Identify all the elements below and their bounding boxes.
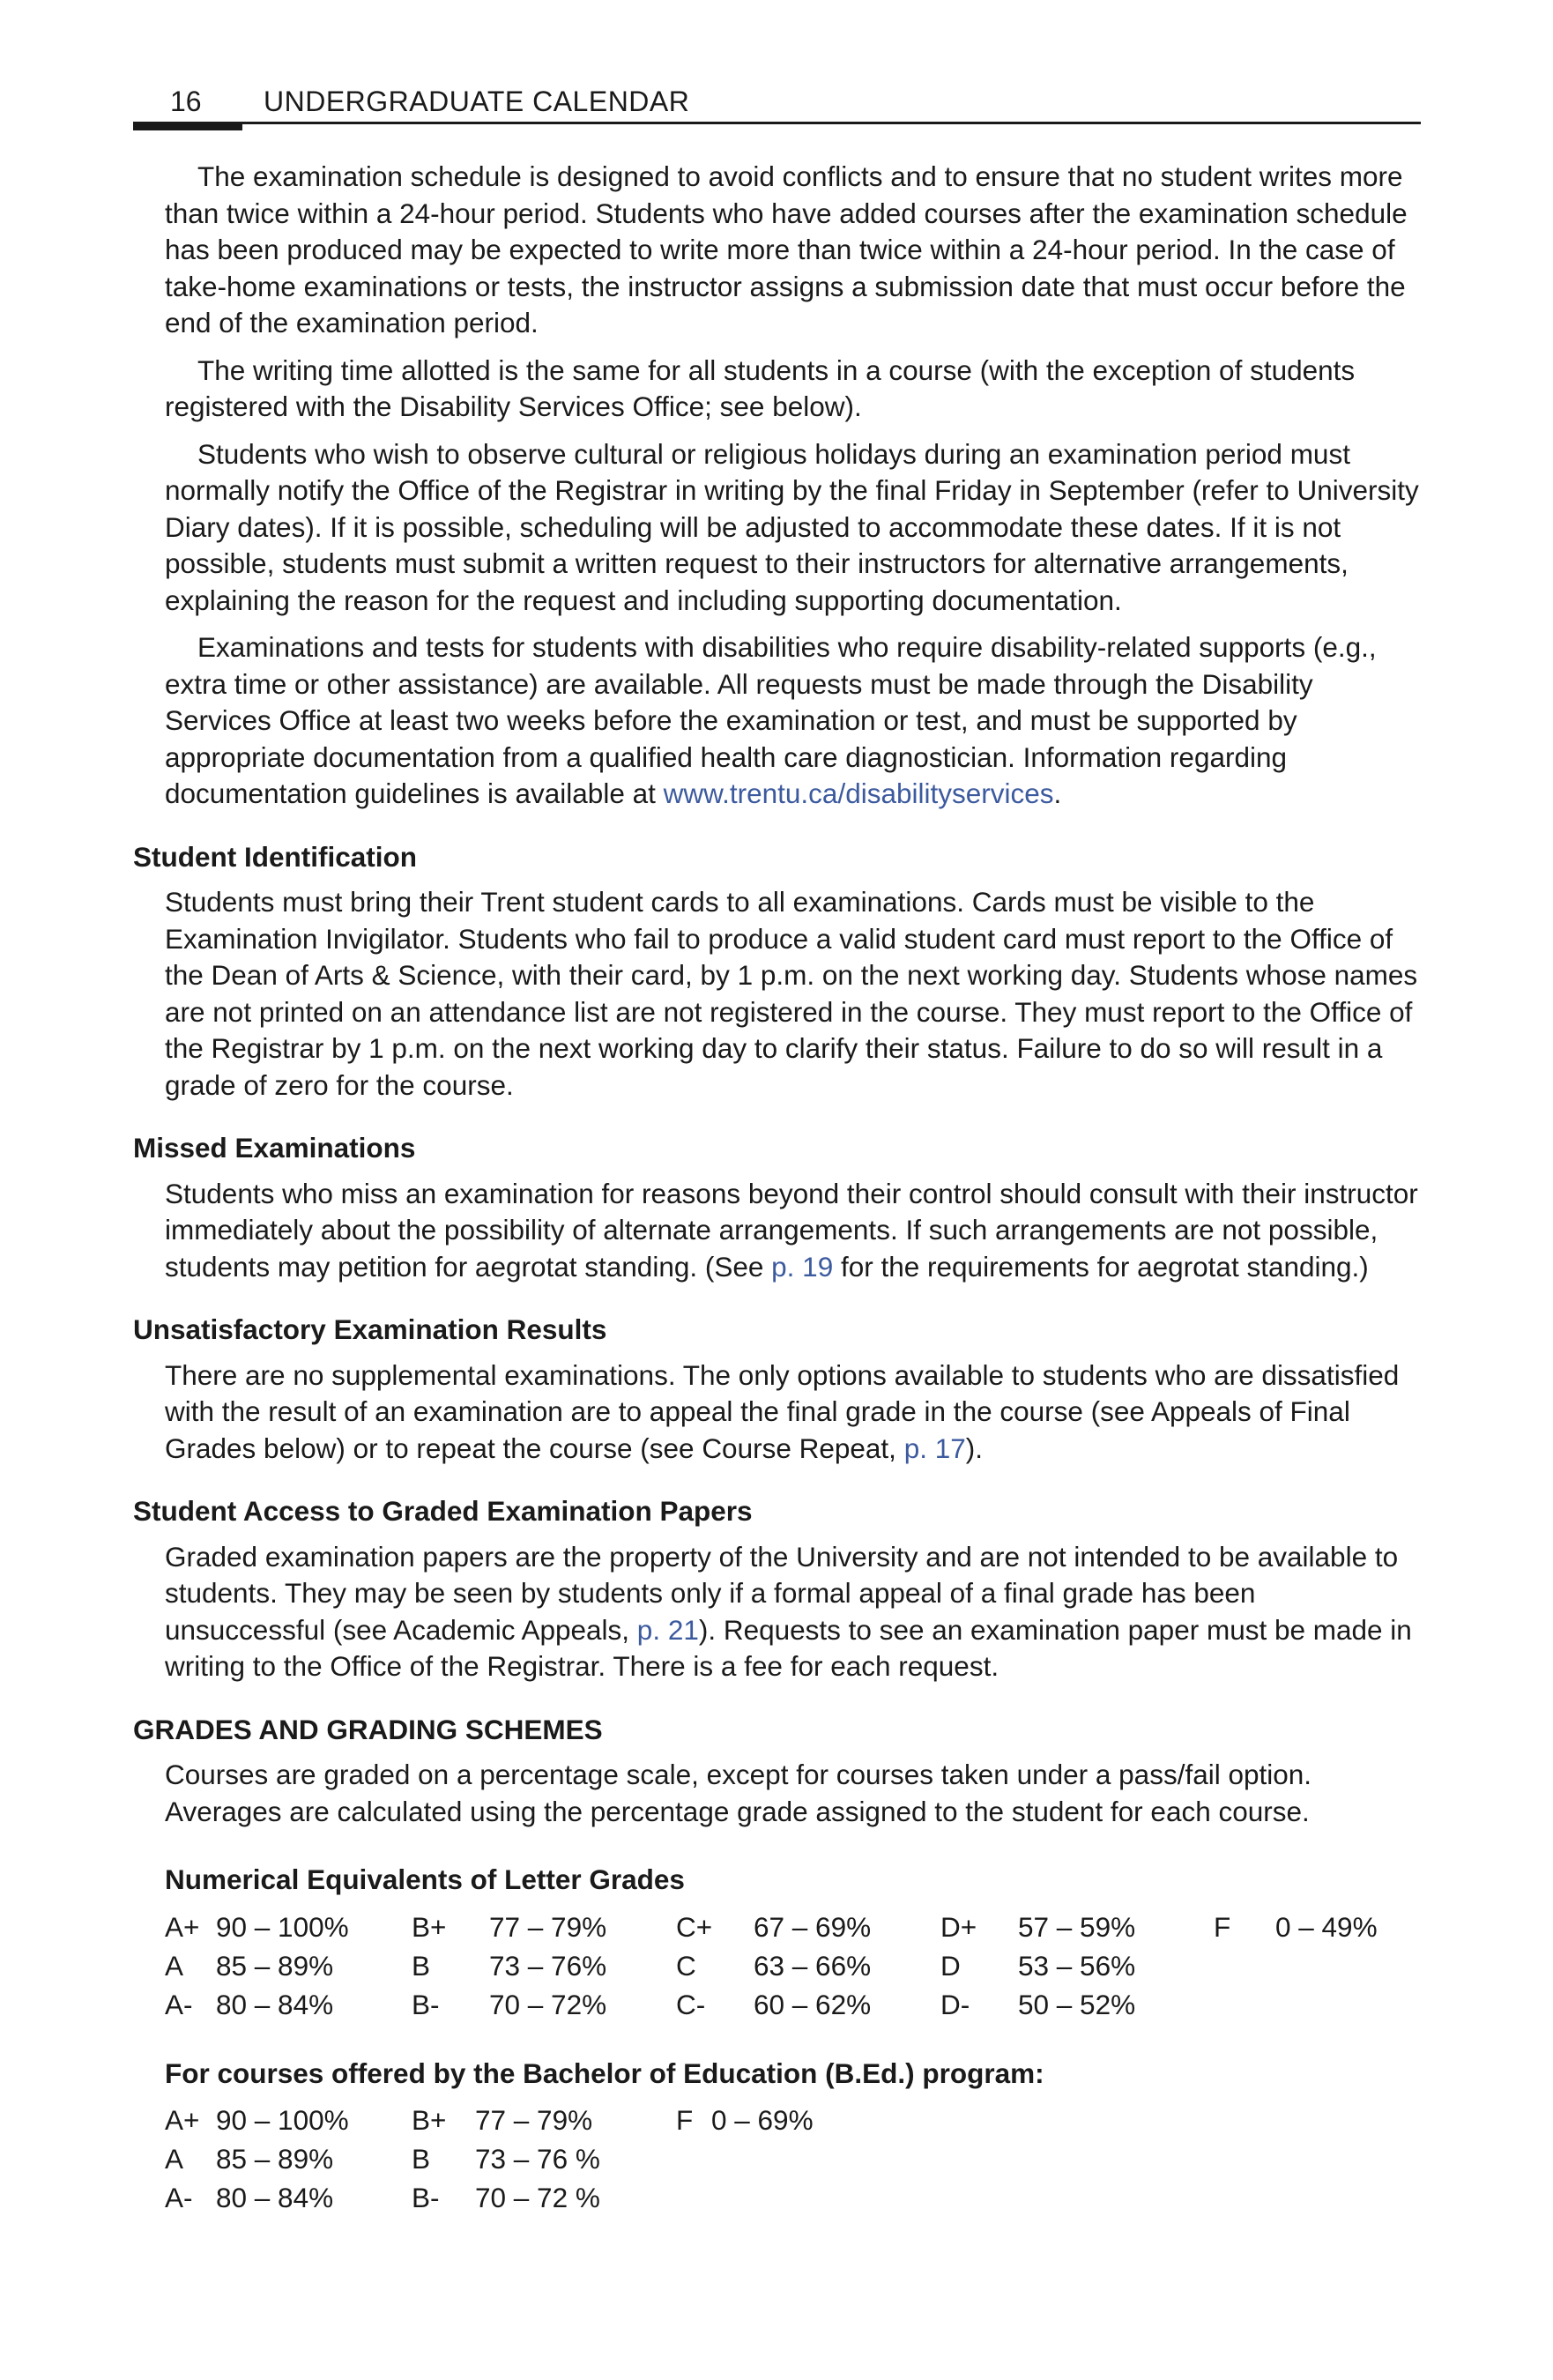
grade-range: 85 – 89%	[216, 2143, 334, 2175]
grade-range: 80 – 84%	[216, 1988, 334, 2020]
header-rule-accent	[133, 122, 242, 130]
letter-grade: A	[165, 2143, 184, 2175]
letter-grade: C-	[676, 1988, 706, 2020]
letter-grade: F	[1214, 1910, 1231, 1943]
student-identification-text: Students must bring their Trent student cards to all examinations. Cards must be visible to the Examination Invigilator. Students who fail to produce a valid student card must report to the Office of the Dean of Arts & Science, with their card, by 1 p.m. on the next working day. Students whose names are not printed on an attendance list are not registered in the course. They must report to the Office of the Registrar by 1 p.m. on the next working day to clarify their status. Failure to do so will result in a grade of zero for the course.	[165, 886, 1418, 1101]
letter-grade	[1214, 1946, 1275, 1985]
grades-heading: GRADES AND GRADING SCHEMES	[133, 1713, 603, 1745]
table-row	[165, 2139, 870, 2178]
numerical-equivalents-heading: Numerical Equivalents of Letter Grades	[165, 1863, 685, 1895]
grade-range: 53 – 56%	[1018, 1949, 1136, 1982]
graded-papers-text: Graded examination papers are the property of the University and are not intended to be available to students. They may be seen by students only if a formal appeal of a final grade has been unsuccessful (see Academic Appeals, p. 21). Requests to see an examination paper must be made in writing to the Office of the Registrar. There is a fee for each request.	[165, 1540, 1412, 1682]
letter-grade: D+	[940, 1910, 977, 1943]
letter-grade	[676, 2178, 711, 2217]
exam-schedule-paragraph: The examination schedule is designed to avoid conflicts and to ensure that no student writes more than twice within a 24-hour period. Students who have added courses after the examination schedule has been produced may be expected to write more than twice within a 24-hour period. In the case of take-home examinations or tests, the instructor assigns a submission date that must occur before the end of the examination period.	[165, 160, 1408, 338]
letter-grade	[676, 2139, 711, 2178]
grades-text: Courses are graded on a percentage scale, except for courses taken under a pass/fail option. Averages are calculated using the percentage grade assigned to the student for each course.	[165, 1759, 1312, 1827]
letter-grade: A+	[165, 2104, 200, 2136]
grade-range: 90 – 100%	[216, 2104, 349, 2136]
grade-range: 60 – 62%	[754, 1988, 872, 2020]
grade-range	[711, 2178, 870, 2217]
letter-grade: D	[940, 1949, 961, 1982]
table-row	[165, 1985, 1408, 2024]
letter-grade: C+	[676, 1910, 713, 1943]
letter-grade: F	[676, 2104, 694, 2136]
holidays-paragraph: Students who wish to observe cultural or religious holidays during an examination period must normally notify the Office of the Registrar in writing by the final Friday in September (refer to University Diary dates). If it is possible, scheduling will be adjusted to accommodate these dates. If it is not possible, students must submit a written request to their instructors for alternative arrangements, explaining the reason for the request and including supporting documentation.	[165, 437, 1419, 616]
grade-range: 70 – 72%	[489, 1988, 607, 2020]
letter-grade: B-	[412, 1988, 440, 2020]
grade-range: 63 – 66%	[754, 1949, 872, 1982]
writing-time-paragraph: The writing time allotted is the same for all students in a course (with the exception of students registered with the Disability Services Office; see below).	[165, 353, 1356, 422]
grade-range: 0 – 69%	[711, 2104, 814, 2136]
grade-range: 67 – 69%	[754, 1910, 872, 1943]
table-row	[165, 1908, 1408, 1946]
page-header	[133, 81, 1421, 134]
letter-grades-table	[165, 1908, 1408, 2024]
letter-grade: A-	[165, 1988, 193, 2020]
letter-grade: B	[412, 1949, 431, 1982]
running-title: UNDERGRADUATE CALENDAR	[264, 86, 690, 117]
letter-grade: B+	[412, 1910, 447, 1943]
missed-examinations-heading: Missed Examinations	[133, 1132, 416, 1164]
grade-range: 70 – 72 %	[475, 2182, 600, 2213]
grade-range: 80 – 84%	[216, 2182, 334, 2213]
page-content	[133, 159, 1421, 2217]
bed-grades-table	[165, 2101, 870, 2217]
grade-range: 85 – 89%	[216, 1949, 334, 1982]
grade-range	[1275, 1946, 1408, 1985]
grade-range: 90 – 100%	[216, 1910, 349, 1943]
letter-grade: A-	[165, 2182, 193, 2213]
unsatisfactory-results-heading: Unsatisfactory Examination Results	[133, 1313, 607, 1345]
grade-range: 77 – 79%	[489, 1910, 607, 1943]
letter-grade: C	[676, 1949, 696, 1982]
disability-paragraph: Examinations and tests for students with disabilities who require disability-related supports (e.g., extra time or other assistance) are available. All requests must be made through the Disability Services Office at least two weeks before the examination or test, and must be supported by appropriate documentation from a qualified health care diagnostician. Information regarding documentation guidelines is available at www.trentu.ca/disabilityservices.	[165, 631, 1377, 809]
grade-range	[1275, 1985, 1408, 2024]
page-21-link[interactable]: p. 21	[636, 1613, 699, 1646]
letter-grade: B+	[412, 2104, 447, 2136]
table-row	[165, 2101, 870, 2139]
bed-grades-heading: For courses offered by the Bachelor of Education (B.Ed.) program:	[165, 2056, 1044, 2089]
unsatisfactory-results-text: There are no supplemental examinations. The only options available to students who are dissatisfied with the result of an examination are to appeal the final grade in the course (see Appeals of Final Grades below) or to repeat the course (see Course Repeat, p. 17).	[165, 1358, 1400, 1464]
grade-range: 57 – 59%	[1018, 1910, 1136, 1943]
letter-grade: B-	[412, 2182, 440, 2213]
letter-grade: D-	[940, 1988, 970, 2020]
grade-range: 73 – 76 %	[475, 2143, 600, 2175]
page-19-link[interactable]: p. 19	[771, 1250, 834, 1283]
missed-examinations-text: Students who miss an examination for reasons beyond their control should consult with their instructor immediately about the possibility of alternate arrangements. If such arrangements are not possible, students may petition for aegrotat standing. (See p. 19 for the requirements for aegrotat standing.)	[165, 1177, 1418, 1283]
letter-grade: B	[412, 2143, 431, 2175]
grade-range: 0 – 49%	[1275, 1910, 1378, 1943]
grade-range	[711, 2139, 870, 2178]
header-rule	[133, 122, 1421, 124]
grade-range: 50 – 52%	[1018, 1988, 1136, 2020]
page-number: 16	[170, 86, 202, 117]
disability-services-link[interactable]: www.trentu.ca/disabilityservices	[663, 777, 1054, 809]
graded-papers-heading: Student Access to Graded Examination Papers	[133, 1495, 753, 1527]
student-identification-heading: Student Identification	[133, 840, 417, 873]
letter-grade: A	[165, 1949, 184, 1982]
letter-grade: A+	[165, 1910, 200, 1943]
page-17-link[interactable]: p. 17	[903, 1432, 966, 1464]
letter-grade	[1214, 1985, 1275, 2024]
table-row	[165, 1946, 1408, 1985]
table-row	[165, 2178, 870, 2217]
grade-range: 77 – 79%	[475, 2104, 593, 2136]
grade-range: 73 – 76%	[489, 1949, 607, 1982]
